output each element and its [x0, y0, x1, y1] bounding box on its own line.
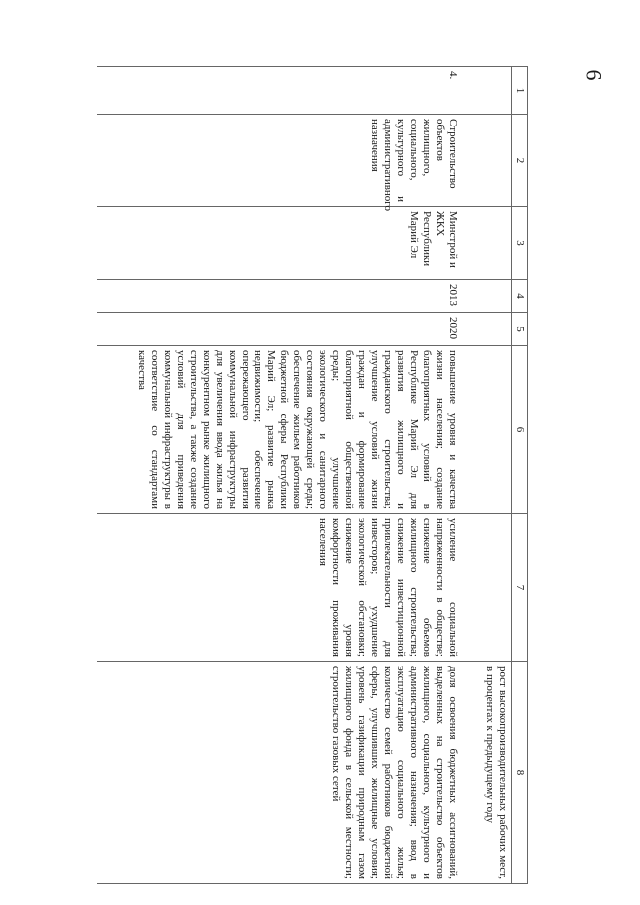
col-num-8: 8 — [512, 662, 528, 884]
continued-indicator: рост высокопроизводительных рабочих мест, в процентах к предыдущему году — [461, 662, 512, 884]
executor: Минстрой и ЖКХ Республики Марий Эл — [97, 207, 461, 280]
rotated-table-sheet — [113, 66, 528, 883]
col-num-2: 2 — [512, 115, 528, 207]
row-number: 4. — [97, 67, 461, 115]
col-num-1: 1 — [512, 67, 528, 115]
page-number: 6 — [581, 69, 607, 81]
expected-result: повышение уровня и качества жизни населения; создание благоприятных условий в Республике Марий Эл для развития жилищного и гражданского строительства; улучшение условий жизни граждан и формирование благоприятной общественной среды; улучшение экологического и санитарного состояния окружающей среды; обеспечение жильем работников бюджетной сферы Республики Марий Эл; развитие рынка недвижимости; обеспечение опережающего развития коммунальной инфраструктуры для увеличения ввода жилья на конкурентном рынке жилищного строительства, а также создание условий для приведения коммунальной инфраструктуры в соответствие со стандартами качества — [97, 346, 461, 514]
col-num-4: 4 — [512, 280, 528, 313]
column-number-row — [512, 67, 528, 884]
non-implementation-effects: усиление социальной напряженности в обществе; снижение объемов жилищного строительства; снижение инвестиционной привлекательности для инвесторов; ухудшение экологической обстановки; снижение уровня комфортности проживания населения — [97, 514, 461, 662]
program-table — [97, 66, 528, 884]
start-year: 2013 — [97, 280, 461, 313]
col-num-3: 3 — [512, 207, 528, 280]
col-num-7: 7 — [512, 514, 528, 662]
end-year: 2020 — [97, 313, 461, 346]
col-num-5: 5 — [512, 313, 528, 346]
table-row-4 — [97, 67, 461, 884]
indicators: доля освоения бюджетных ассигнований, выделенных на строительство объектов жилищного, социального, культурного и административного назначения; ввод в эксплуатацию социального жилья; количество семей работников бюджетной сферы, улучшивших жилищные условия; уровень газификации природным газом жилищного фонда в сельской местности; строительство газовых сетей — [97, 662, 461, 884]
measure-name: Строительство объектов жилищного, социального, культурного и административного назначения — [97, 115, 461, 207]
continued-row — [461, 67, 512, 884]
col-num-6: 6 — [512, 346, 528, 514]
